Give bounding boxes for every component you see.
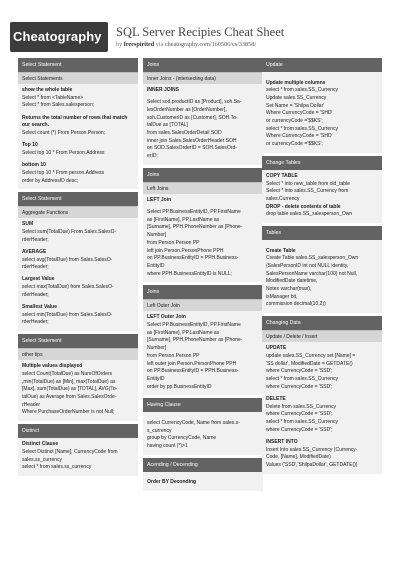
- recipe-heading: DROP - delete contents of table: [266, 203, 341, 210]
- code-line: Number]: [147, 345, 167, 352]
- recipe-heading: our search.: [22, 122, 49, 129]
- page-header: [0, 0, 400, 58]
- section-title: Joins: [143, 285, 263, 299]
- section-subtitle: Update / Delete / Insert: [262, 330, 382, 342]
- code-line: from Person.Person PP: [147, 352, 200, 359]
- code-line: Code, [Name], ModifiedDate): [266, 454, 331, 461]
- code-line: from Person.Person PP: [147, 239, 200, 246]
- section-body: [262, 240, 382, 313]
- code-line: select avg(TotalDue) from Sales.SalesO-: [22, 256, 113, 263]
- recipe-heading: AVERAGE: [22, 248, 47, 255]
- section-body: [143, 412, 263, 454]
- section-subtitle: Left Outer Join: [143, 299, 263, 311]
- recipe-heading: SUM: [22, 221, 34, 228]
- code-line: or currencyCode ='$$KS';: [266, 141, 323, 148]
- code-line: select * from sales.SS_Currency: [266, 375, 338, 382]
- code-line: select * from sales.ss_currency: [22, 464, 92, 471]
- code-line: as [FirstName], PP.LastName as: [147, 216, 220, 223]
- section-subtitle: other tips: [18, 348, 138, 360]
- cheat-section: [143, 285, 263, 395]
- code-line: having count (*)>1: [147, 443, 188, 449]
- section-body: [18, 360, 138, 421]
- code-line: 'SS dollar', ModifiedDate = GETDATE(): [266, 360, 353, 367]
- code-line: [Surname], PPH.PhoneNumber as [Phone-: [147, 337, 243, 344]
- code-line: [Max], sum(TotalDue) as [TOTAL], AVG(To-: [22, 386, 118, 393]
- section-title: Select Statement: [18, 58, 138, 72]
- code-line: Select * into sales.SS_Currency from: [266, 188, 349, 195]
- section-subtitle: Left Joins: [143, 182, 263, 194]
- section-title: Joins: [143, 58, 263, 72]
- code-line: select * from sales.SS_Currency: [266, 125, 338, 132]
- recipe-heading: Order BY Deconding: [147, 479, 197, 486]
- logo-text: Cheatography: [13, 29, 102, 44]
- code-line: sales.Currency: [266, 195, 300, 202]
- code-line: where PPH.BusinessEntityID is NULL;: [147, 270, 233, 277]
- code-line: Set Name = 'Shilpa Dollar': [266, 102, 325, 109]
- code-line: Select PP.BusinessEntityID, PP.FirstName: [147, 322, 241, 329]
- code-line: Select count (*) From Person.Person;: [22, 130, 106, 137]
- recipe-heading: Top 10: [22, 142, 38, 149]
- code-line: Select * into new_table from old_table: [266, 180, 350, 187]
- recipe-heading: LEFT Outer Join: [147, 314, 186, 321]
- recipe-heading: Returns the total number of rows that match: [22, 114, 128, 121]
- code-line: isManager bit,: [266, 293, 298, 300]
- section-body: [262, 72, 382, 153]
- code-line: talDue as [TOTAL]: [147, 122, 188, 129]
- code-line: Select Distinct [Name], CurrencyCode from: [22, 448, 118, 455]
- cheat-section: [143, 398, 263, 454]
- code-line: on PP.BusinessEntityID = PPH.Business-: [147, 255, 239, 262]
- author-link[interactable]: freespirited: [123, 41, 155, 48]
- recipe-heading: Create Table: [266, 247, 296, 254]
- recipe-heading: INNER JOINS: [147, 87, 179, 93]
- code-line: rderHeader;: [22, 291, 49, 298]
- column-middle: [143, 58, 263, 494]
- section-body: [143, 194, 263, 283]
- section-title: Acending / Decending: [143, 458, 263, 472]
- code-line: sales.ss_currency: [22, 456, 63, 463]
- code-line: drop table sales.SS_salesperson_Own: [266, 211, 353, 218]
- byline-via: via: [155, 41, 164, 48]
- recipe-heading: DELETE: [266, 395, 286, 402]
- code-line: or currencyCode ='$$KS';: [266, 118, 323, 125]
- code-line: Insert Into sales.SS_Currency (Currency-: [266, 446, 358, 453]
- code-line: select CurrencyCode, Name from sales.s-: [147, 419, 240, 426]
- code-line: select min(TotalDue) from Sales.SalesO-: [22, 311, 113, 318]
- code-line: Select sod.productID as [Product], soh.Sa-: [147, 99, 242, 106]
- code-line: rderHeader;: [22, 264, 49, 271]
- code-line: commission decimal(10,2)): [266, 301, 326, 308]
- code-line: Select top 10 * From Person.Address: [22, 149, 105, 156]
- code-line: order by pp.BusinessEntityID: [147, 383, 212, 390]
- page-title: SQL Server Recipies Cheat Sheet: [116, 25, 285, 39]
- recipe-heading: COPY TABLE: [266, 172, 298, 179]
- code-line: select Count(TotalDue) as NumOfOrders: [22, 370, 113, 377]
- code-line: Number]: [147, 232, 167, 239]
- section-title: Select Statement: [18, 334, 138, 348]
- cheat-section: [143, 58, 263, 165]
- section-body: [143, 311, 263, 395]
- column-left: [18, 58, 138, 479]
- code-line: Select sum(TotalDue) From Sales.SalesO-: [22, 228, 117, 235]
- code-line: ModifiedDate datetime,: [266, 278, 318, 285]
- code-line: where CurrencyCode = 'SSD';: [266, 411, 333, 418]
- section-subtitle: Select Statements: [18, 72, 138, 84]
- cheat-section: [18, 58, 138, 189]
- section-title: Tables: [262, 226, 382, 240]
- section-body: [143, 472, 263, 491]
- cheat-section: [143, 458, 263, 491]
- code-line: select * from sales.SS_Currency: [266, 87, 338, 94]
- sheet-url[interactable]: cheatography.com/160506/cs/33858/: [164, 41, 257, 48]
- code-line: where CurrencyCode = 'SSD';: [266, 426, 333, 433]
- code-line: left outer join Person.PersonPhone PPH: [147, 360, 237, 367]
- code-line: Update sales.SS_Currency: [266, 94, 327, 101]
- code-line: Where CurrencyCode = 'SHD': [266, 110, 333, 117]
- recipe-heading: Largest Value: [22, 276, 55, 283]
- section-body: [18, 218, 138, 331]
- code-line: lesOrderNumber as [OrderNumber],: [147, 106, 227, 113]
- cheat-section: [262, 316, 382, 474]
- code-line: Select top 10 * From person.Address: [22, 169, 104, 176]
- code-line: Create Table sales.SS_salesperson_Own: [266, 255, 359, 262]
- section-title: Changing Data: [262, 316, 382, 330]
- section-title: Distinct: [18, 424, 138, 438]
- cheat-section: [262, 58, 382, 153]
- cheat-section: [18, 334, 138, 421]
- code-line: rderHeader;: [22, 236, 49, 243]
- code-line: (SalesPersonID int not NULL identity,: [266, 262, 349, 269]
- code-line: talDue) as Average from Sales.SalesOrde-: [22, 393, 117, 400]
- section-subtitle: Inner Joins - (intersecting data): [143, 72, 263, 84]
- section-body: [18, 84, 138, 189]
- code-line: select * from sales.SS_Currency: [266, 419, 338, 425]
- code-line: Where PurchaseOrderNumber is not Null;: [22, 409, 115, 416]
- code-line: Values ('SSD','ShilpaDollar', GETDATE()): [266, 462, 358, 469]
- code-line: erID;: [147, 153, 158, 160]
- code-line: inner join Sales.SalesOrderHeader SOH: [147, 137, 237, 144]
- code-line: where CurrencyCode = 'SSD';: [266, 383, 333, 390]
- section-subtitle: Aggregate Functions: [18, 206, 138, 218]
- byline-by: by: [116, 41, 123, 48]
- section-title: Having Clause: [143, 398, 263, 412]
- recipe-heading: Smallest Value: [22, 304, 58, 311]
- recipe-heading: Multiple values displayed: [22, 363, 83, 370]
- recipe-heading: LEFT Join: [147, 196, 172, 203]
- code-line: rderHeader;: [22, 319, 49, 326]
- code-line: Delete from sales.SS_Currency: [266, 403, 337, 410]
- code-line: Where CurrencyCode = 'SHD': [266, 133, 333, 140]
- column-right: [262, 58, 382, 477]
- section-body: [143, 84, 263, 165]
- section-title: Joins: [143, 168, 263, 182]
- cheat-section: [262, 156, 382, 223]
- recipe-heading: Distinct Clause: [22, 441, 59, 448]
- section-title: Change Tables: [262, 156, 382, 170]
- code-line: rHeader: [22, 401, 41, 408]
- cheat-section: [143, 168, 263, 283]
- section-body: [262, 170, 382, 223]
- recipe-heading: show the whole table: [22, 87, 73, 93]
- code-line: soh.CustomerID as [Customer], SOH.To-: [147, 114, 238, 121]
- code-line: update sales.SS_Currency set [Name] =: [266, 352, 356, 359]
- section-title: Select Statement: [18, 192, 138, 206]
- cheat-section: [262, 226, 382, 313]
- code-line: Select PP.BusinessEntityID, PP.FirstName: [147, 209, 241, 216]
- code-line: Select * from Sales.salesperson;: [22, 102, 95, 109]
- cheat-section: [18, 424, 138, 476]
- section-title: Update: [262, 58, 382, 72]
- code-line: from sales.SalesOrderDetail SOD: [147, 130, 222, 137]
- code-line: select max(TotalDue) from Sales.SalesO-: [22, 284, 114, 291]
- section-body: [262, 342, 382, 474]
- section-body: [18, 438, 138, 476]
- cheat-section: [18, 192, 138, 331]
- code-line: Notes varchar(max),: [266, 286, 312, 293]
- code-line: order by AddressID desc;: [22, 177, 79, 184]
- code-line: on PP.BusinessEntityID = PPH.Business-: [147, 368, 239, 375]
- recipe-heading: UPDATE: [266, 345, 287, 352]
- recipe-heading: INSERT INTO: [266, 438, 298, 445]
- code-line: EntityID: [147, 375, 165, 382]
- code-line: Select * from <TableName>: [22, 94, 84, 101]
- code-line: EntityID: [147, 262, 165, 269]
- recipe-heading: Update multiple columns: [266, 79, 326, 86]
- code-line: [Surname], PPH.PhoneNumber as [Phone-: [147, 224, 243, 231]
- recipe-heading: bottom 10: [22, 162, 46, 169]
- code-line: where CurrencyCode = 'SSD';: [266, 368, 333, 375]
- code-line: s_currency: [147, 427, 172, 434]
- code-line: ,min(TotalDue) as [Min], max(TotalDue) as: [22, 378, 116, 385]
- code-line: group by CurrencyCode, Name: [147, 435, 217, 442]
- code-line: on SOD.SalesOrderID = SOH.SalesOrd-: [147, 145, 237, 152]
- byline: [116, 41, 256, 48]
- code-line: as [FirstName], PP.LastName as: [147, 329, 220, 336]
- code-line: SalesPersonName varchar(100) not Null,: [266, 270, 358, 277]
- code-line: left join Person.PersonPhone PPH: [147, 247, 224, 254]
